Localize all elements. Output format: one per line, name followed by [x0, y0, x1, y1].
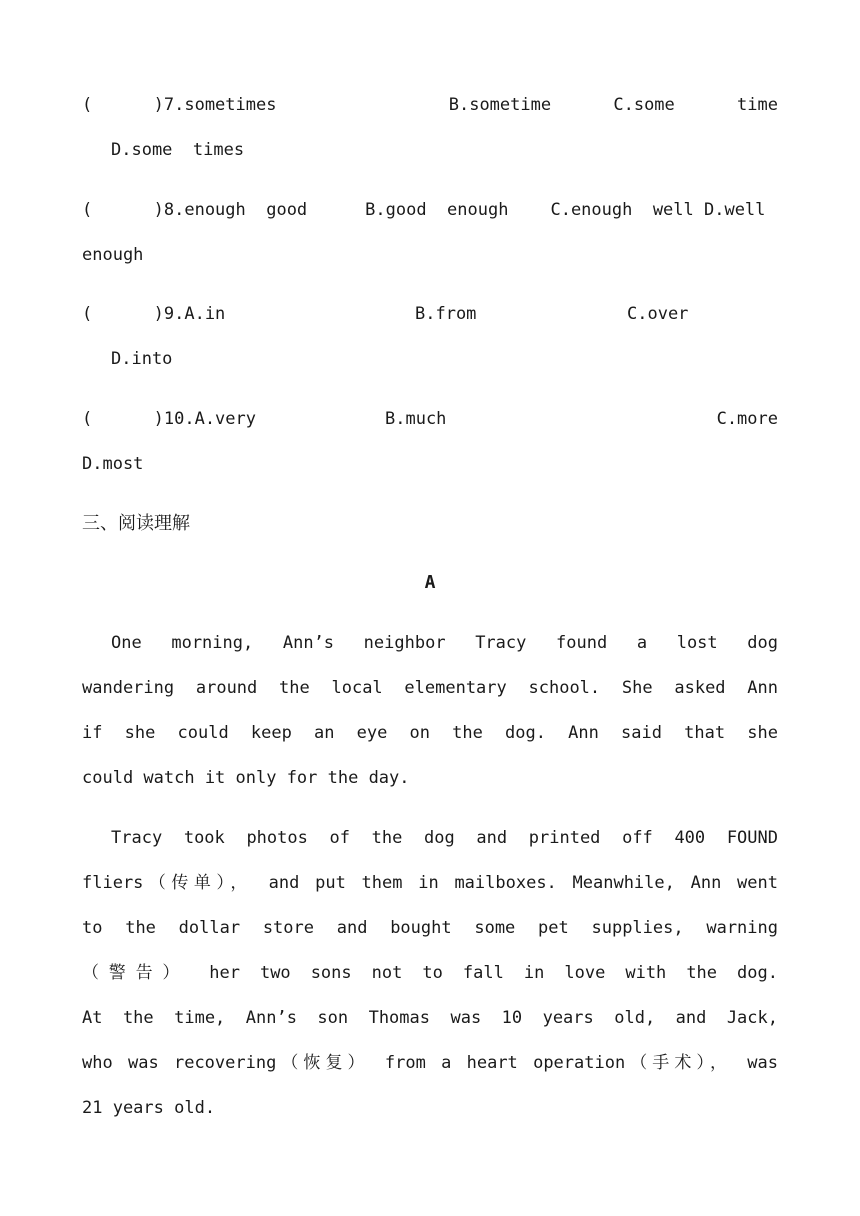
- option-d: D.some times: [111, 140, 245, 160]
- option-b: B.good enough: [365, 200, 509, 220]
- question-8: [82, 198, 778, 267]
- paragraph-line: Tracy took photos of the dog and printed off 400 FOUND: [111, 828, 778, 848]
- passage-paragraph-1: [82, 631, 778, 811]
- passage-title: A: [424, 572, 436, 593]
- option-b: B.from: [415, 304, 477, 324]
- paragraph-line: could watch it only for the day.: [82, 768, 410, 788]
- question-options: [82, 407, 778, 431]
- question-10: [82, 407, 778, 476]
- option-c-d: C.enough well D.well: [550, 200, 766, 220]
- question-cont: enough: [82, 245, 144, 265]
- option-b: B.much: [385, 409, 447, 429]
- paragraph-line: wandering around the local elementary school. She asked Ann: [82, 678, 778, 698]
- option-c: C.more: [716, 409, 778, 429]
- option-d: D.most: [82, 454, 144, 474]
- paragraph-line: One morning, Ann’s neighbor Tracy found a lost dog: [111, 633, 778, 653]
- question-options: [82, 198, 778, 222]
- option-b: B.sometime: [448, 95, 552, 115]
- section-heading: 三、阅读理解: [82, 513, 190, 534]
- question-stem: ( )8.enough good: [82, 200, 308, 220]
- question-options: [82, 93, 778, 117]
- paragraph-line: if she could keep an eye on the dog. Ann said that she: [82, 723, 778, 743]
- paragraph-line: At the time, Ann’s son Thomas was 10 years old, and Jack,: [82, 1008, 778, 1028]
- option-c: C.over: [627, 304, 689, 324]
- question-options: [82, 302, 778, 326]
- paragraph-line: 21 years old.: [82, 1098, 216, 1118]
- question-stem: ( )9.A.in: [82, 304, 226, 324]
- paragraph-line: to the dollar store and bought some pet supplies, warning: [82, 918, 778, 938]
- paragraph-line: fliers（传单）， and put them in mailboxes. Meanwhile, Ann went: [82, 873, 778, 893]
- option-c: C.some: [613, 95, 675, 115]
- question-stem: ( )7.sometimes: [82, 95, 277, 115]
- question-9: [82, 302, 778, 371]
- paragraph-line: who was recovering（恢复） from a heart operation（手术）， was: [82, 1053, 778, 1073]
- question-stem: ( )10.A.very: [82, 409, 256, 429]
- option-c-cont: time: [737, 95, 778, 115]
- question-7: [82, 93, 778, 162]
- option-d: D.into: [111, 349, 173, 369]
- paragraph-line: （警告） her two sons not to fall in love with the dog.: [82, 963, 778, 983]
- passage-paragraph-2: [82, 826, 778, 1141]
